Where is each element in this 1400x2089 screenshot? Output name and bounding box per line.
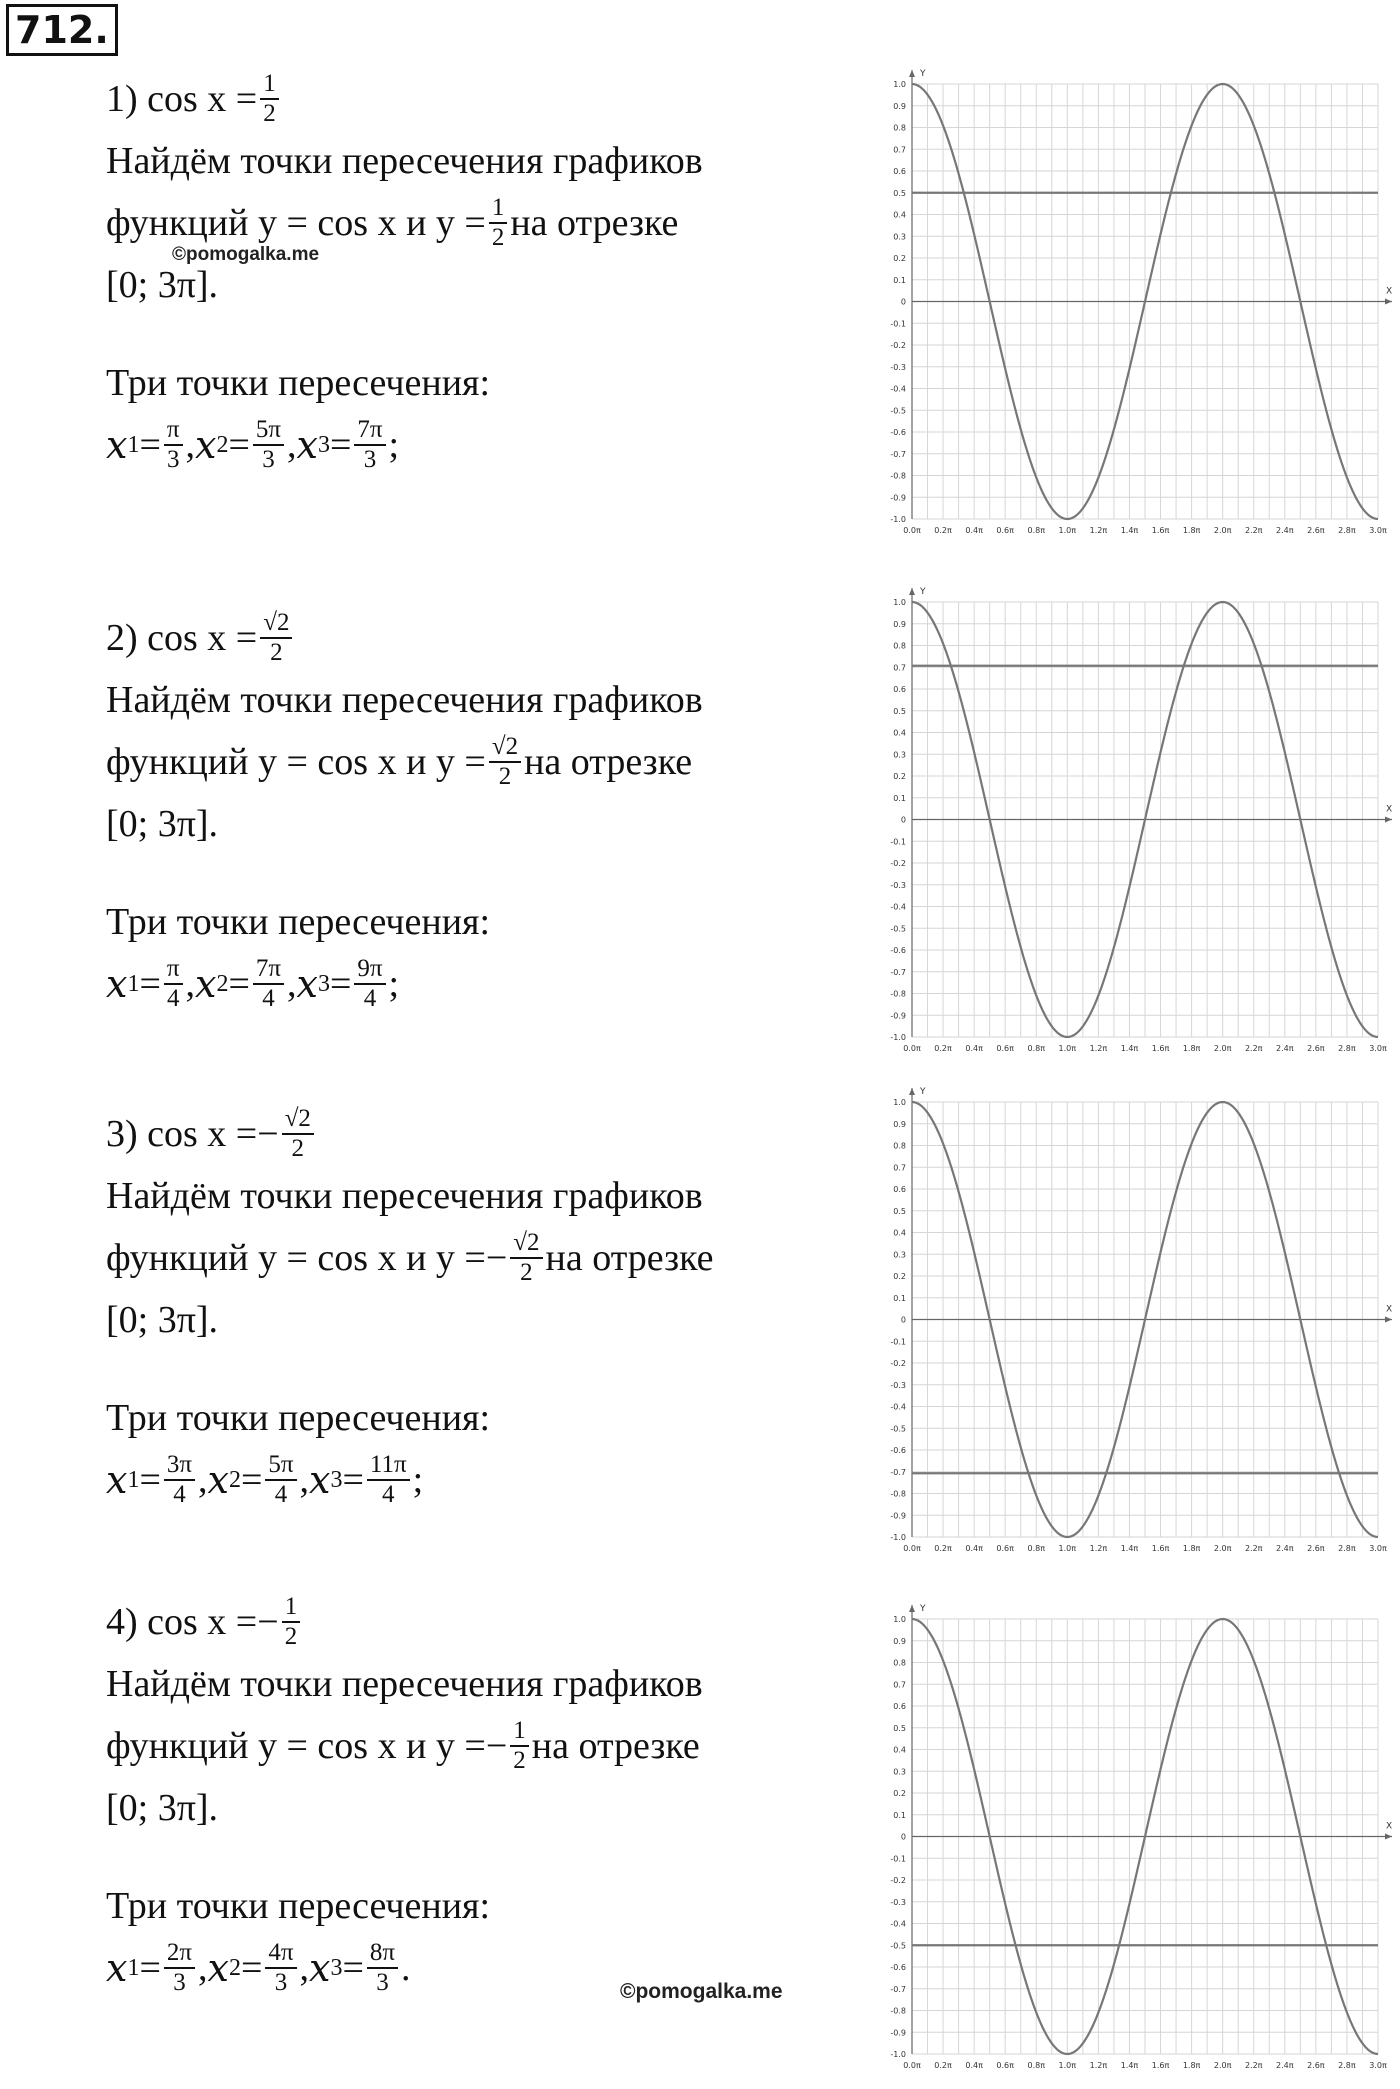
fraction: $\frac{5\pi}{3}$: [253, 416, 284, 474]
fraction: $\frac{7\pi}{4}$: [253, 955, 284, 1013]
y-tick-label: -0.4: [890, 1402, 906, 1412]
x-tick-label: 1.0π: [1058, 1544, 1077, 1553]
point-separator: ,: [185, 963, 195, 1005]
fraction: $\frac{\pi}{3}$: [164, 416, 183, 474]
fraction: $\frac{\pi}{4}$: [164, 955, 183, 1013]
y-tick-label: -1.0: [890, 2050, 906, 2059]
y-tick-label: 0.4: [893, 1228, 906, 1238]
y-tick-label: -0.2: [890, 859, 906, 868]
y-tick-label: -0.1: [890, 319, 906, 329]
y-tick-label: -0.8: [890, 989, 906, 999]
point-separator: ,: [198, 1947, 208, 1989]
fraction: $\frac{9\pi}{4}$: [354, 955, 385, 1013]
point-index: 1: [127, 432, 140, 458]
x-tick-label: 0.2π: [934, 2061, 952, 2070]
x-tick-label: 2.6π: [1307, 1544, 1325, 1553]
x-tick-label: 0.2π: [934, 1044, 952, 1053]
y-tick-label: 0.8: [893, 641, 906, 651]
x-tick-label: 2.4π: [1276, 1044, 1294, 1053]
x-tick-label: 1.4π: [1120, 2061, 1139, 2070]
y-tick-label: 0: [900, 815, 906, 825]
y-tick-label: -0.9: [890, 1011, 906, 1021]
x-tick-label: 0.0π: [903, 1544, 921, 1553]
x-tick-label: 2.0π: [1213, 526, 1232, 535]
x-tick-label: 2.2π: [1244, 1044, 1263, 1053]
x-tick-label: 1.4π: [1120, 1044, 1139, 1053]
fraction: $\frac{11\pi}{4}$: [367, 1451, 410, 1509]
functions-line: функций y = cos x и y = − $\frac{1}{2}$ на отрезке: [106, 1717, 700, 1774]
y-tick-label: -0.9: [890, 493, 906, 503]
point-var: x: [106, 423, 128, 467]
point-index: 1: [127, 971, 140, 997]
y-axis-label: Y: [920, 1604, 926, 1614]
y-tick-label: -0.2: [890, 341, 906, 350]
problem-number: 712.: [6, 4, 118, 56]
fraction: $\frac{2\pi}{3}$: [164, 1939, 195, 1997]
y-axis-arrow: [909, 1605, 915, 1612]
x-tick-label: 2.0π: [1213, 1544, 1232, 1553]
y-tick-label: -0.4: [890, 902, 906, 912]
y-tick-label: 0.3: [893, 750, 906, 760]
x-tick-label: 0.2π: [934, 526, 952, 535]
point-separator: ,: [185, 424, 195, 466]
x-tick-label: 1.6π: [1151, 2061, 1170, 2070]
point-separator: ;: [388, 424, 400, 466]
x-tick-label: 1.6π: [1151, 526, 1170, 535]
interval-line: [0; 3π].: [106, 1299, 219, 1341]
x-tick-label: 0.4π: [965, 1544, 983, 1553]
x-tick-label: 0.8π: [1027, 1044, 1046, 1053]
description-line: Найдём точки пересечения графиков: [106, 1663, 703, 1705]
y-tick-label: -0.3: [890, 1380, 906, 1390]
point-var: x: [309, 1458, 331, 1502]
x-tick-label: 1.2π: [1089, 2061, 1108, 2070]
x-tick-label: 2.4π: [1276, 2061, 1294, 2070]
x-tick-label: 2.6π: [1307, 526, 1325, 535]
cos-graph-3: [876, 1080, 1400, 1572]
points-line: x 1 = $\frac{3\pi}{4}$ , x 2 = $\frac{5\pi}{4}$ , x 3 = $\frac{11\pi}{4}$ ;: [106, 1451, 424, 1508]
functions-line: функций y = cos x и y = $\frac{1}{2}$ на отрезке: [106, 194, 679, 251]
point-index: 2: [216, 971, 229, 997]
x-axis-arrow: [1385, 299, 1392, 305]
y-tick-label: 1.0: [893, 1098, 906, 1107]
y-tick-label: 0.9: [893, 619, 906, 629]
x-tick-label: 2.0π: [1213, 1044, 1232, 1053]
x-axis-label: X: [1386, 1821, 1393, 1832]
y-tick-label: 0.6: [893, 167, 906, 176]
fraction: $\frac{√2}{2}$: [282, 1105, 314, 1163]
point-var: x: [195, 962, 217, 1006]
x-tick-label: 1.6π: [1151, 1044, 1170, 1053]
fraction: $\frac{3\pi}{4}$: [164, 1451, 195, 1509]
y-tick-label: -0.1: [890, 1854, 906, 1864]
equation-line: 3) cos x = − $\frac{√2}{2}$: [106, 1103, 866, 1165]
x-tick-label: 1.4π: [1120, 526, 1139, 535]
y-tick-label: 0.4: [893, 1745, 906, 1755]
equation-line: 4) cos x = − $\frac{1}{2}$: [106, 1591, 866, 1653]
y-tick-label: 0.5: [893, 706, 906, 716]
fraction: $\frac{1}{2}$: [260, 70, 279, 128]
y-tick-label: -1.0: [890, 515, 906, 524]
points-line: x 1 = $\frac{\pi}{4}$ , x 2 = $\frac{7\pi}{4}$ , x 3 = $\frac{9\pi}{4}$ ;: [106, 955, 400, 1012]
x-axis-label: X: [1386, 804, 1393, 815]
y-tick-label: -0.3: [890, 880, 906, 890]
x-tick-label: 2.6π: [1307, 1044, 1325, 1053]
point-separator: ,: [299, 1947, 309, 1989]
fraction: $\frac{1}{2}$: [510, 1717, 529, 1775]
x-tick-label: 2.8π: [1338, 2061, 1356, 2070]
y-tick-label: 0.6: [893, 1185, 906, 1194]
point-separator: ,: [299, 1459, 309, 1501]
fraction: $\frac{√2}{2}$: [489, 733, 521, 791]
y-tick-label: -0.1: [890, 837, 906, 847]
solution-part-1: [106, 68, 866, 476]
x-tick-label: 2.2π: [1244, 1544, 1263, 1553]
y-tick-label: -0.7: [890, 967, 906, 977]
y-tick-label: 1.0: [893, 598, 906, 607]
y-tick-label: -0.7: [890, 449, 906, 459]
x-tick-label: 1.8π: [1182, 526, 1201, 535]
point-var: x: [309, 1946, 331, 1990]
x-axis-arrow: [1385, 817, 1392, 823]
point-var: x: [195, 423, 217, 467]
y-tick-label: 0.7: [893, 1163, 906, 1173]
y-axis-label: Y: [920, 587, 926, 597]
y-tick-label: 0.6: [893, 1702, 906, 1711]
y-tick-label: 0.9: [893, 1636, 906, 1646]
x-tick-label: 2.6π: [1307, 2061, 1325, 2070]
point-index: 2: [228, 1955, 241, 1981]
y-tick-label: 0.2: [893, 254, 906, 263]
y-tick-label: -0.5: [890, 406, 906, 416]
x-axis-label: X: [1386, 286, 1393, 297]
point-var: x: [296, 423, 318, 467]
equation-line: 1) cos x = $\frac{1}{2}$: [106, 68, 866, 130]
point-var: x: [106, 1946, 128, 1990]
point-separator: .: [401, 1947, 411, 1989]
point-index: 3: [317, 432, 330, 458]
point-var: x: [106, 962, 128, 1006]
point-index: 1: [127, 1955, 140, 1981]
x-tick-label: 3.0π: [1369, 2061, 1387, 2070]
count-line: Три точки пересечения:: [106, 362, 491, 404]
x-tick-label: 0.0π: [903, 526, 921, 535]
interval-line: [0; 3π].: [106, 264, 219, 306]
y-tick-label: 0.7: [893, 1680, 906, 1690]
x-tick-label: 1.0π: [1058, 2061, 1077, 2070]
x-tick-label: 2.2π: [1244, 2061, 1263, 2070]
y-tick-label: -0.6: [890, 946, 906, 955]
functions-line: функций y = cos x и y = − $\frac{√2}{2}$ на отрезке: [106, 1229, 714, 1286]
functions-line: функций y = cos x и y = $\frac{√2}{2}$ на отрезке: [106, 733, 693, 790]
y-tick-label: -0.4: [890, 384, 906, 394]
fraction: $\frac{7\pi}{3}$: [354, 416, 385, 474]
points-line: x 1 = $\frac{\pi}{3}$ , x 2 = $\frac{5\pi}{3}$ , x 3 = $\frac{7\pi}{3}$ ;: [106, 416, 400, 473]
y-tick-label: 1.0: [893, 1615, 906, 1624]
point-index: 3: [330, 1955, 343, 1981]
x-tick-label: 3.0π: [1369, 1544, 1387, 1553]
x-tick-label: 3.0π: [1369, 526, 1387, 535]
x-tick-label: 0.0π: [903, 1044, 921, 1053]
y-tick-label: -0.9: [890, 2028, 906, 2038]
fraction: $\frac{√2}{2}$: [510, 1229, 542, 1287]
x-tick-label: 0.6π: [996, 1544, 1014, 1553]
y-tick-label: 0.1: [893, 793, 906, 803]
solution-part-2: [106, 607, 866, 1015]
y-tick-label: -0.4: [890, 1919, 906, 1929]
y-tick-label: 0.6: [893, 685, 906, 694]
x-tick-label: 1.8π: [1182, 1544, 1201, 1553]
x-tick-label: 2.8π: [1338, 1044, 1356, 1053]
x-tick-label: 0.4π: [965, 1044, 983, 1053]
fraction: $\frac{5\pi}{4}$: [265, 1451, 296, 1509]
x-axis-label: X: [1386, 1304, 1393, 1315]
y-tick-label: 0: [900, 1315, 906, 1325]
point-index: 2: [228, 1467, 241, 1493]
count-line: Три точки пересечения:: [106, 1397, 491, 1439]
y-tick-label: 1.0: [893, 80, 906, 89]
description-line: Найдём точки пересечения графиков: [106, 1175, 703, 1217]
y-axis-label: Y: [920, 69, 926, 79]
point-separator: ,: [287, 963, 297, 1005]
count-line: Три точки пересечения:: [106, 1885, 491, 1927]
y-axis-label: Y: [920, 1087, 926, 1097]
y-tick-label: 0: [900, 297, 906, 307]
point-var: x: [296, 962, 318, 1006]
y-tick-label: 0.3: [893, 1250, 906, 1260]
point-var: x: [106, 1458, 128, 1502]
point-separator: ;: [412, 1459, 424, 1501]
x-tick-label: 1.2π: [1089, 526, 1108, 535]
y-tick-label: -0.5: [890, 1941, 906, 1951]
fraction: $\frac{1}{2}$: [282, 1593, 301, 1651]
y-tick-label: -0.2: [890, 1876, 906, 1885]
x-tick-label: 2.8π: [1338, 1544, 1356, 1553]
equation-line: 2) cos x = $\frac{√2}{2}$: [106, 607, 866, 669]
x-tick-label: 2.4π: [1276, 1544, 1294, 1553]
y-tick-label: -0.2: [890, 1359, 906, 1368]
y-tick-label: 0.4: [893, 728, 906, 738]
y-tick-label: 0.8: [893, 1658, 906, 1668]
x-axis-arrow: [1385, 1834, 1392, 1840]
interval-line: [0; 3π].: [106, 1787, 219, 1829]
point-index: 2: [216, 432, 229, 458]
cos-graph-4: [876, 1597, 1400, 2089]
description-line: Найдём точки пересечения графиков: [106, 679, 703, 721]
y-tick-label: -0.3: [890, 362, 906, 372]
x-tick-label: 0.4π: [965, 2061, 983, 2070]
y-axis-arrow: [909, 70, 915, 77]
solution-part-3: [106, 1103, 866, 1511]
y-tick-label: -0.5: [890, 924, 906, 934]
y-tick-label: 0.3: [893, 232, 906, 242]
y-tick-label: -0.6: [890, 1446, 906, 1455]
y-tick-label: 0.1: [893, 1810, 906, 1820]
y-tick-label: 0.3: [893, 1767, 906, 1777]
point-index: 1: [127, 1467, 140, 1493]
y-tick-label: 0.5: [893, 1723, 906, 1733]
y-tick-label: 0.7: [893, 145, 906, 155]
y-tick-label: -0.5: [890, 1424, 906, 1434]
y-tick-label: -0.7: [890, 1467, 906, 1477]
y-tick-label: -1.0: [890, 1533, 906, 1542]
y-tick-label: 0.2: [893, 1789, 906, 1798]
y-tick-label: 0.1: [893, 1293, 906, 1303]
x-tick-label: 0.2π: [934, 1544, 952, 1553]
x-tick-label: 0.6π: [996, 1044, 1014, 1053]
y-tick-label: 0.1: [893, 275, 906, 285]
y-tick-label: 0.5: [893, 188, 906, 198]
x-tick-label: 1.2π: [1089, 1544, 1108, 1553]
y-tick-label: -0.6: [890, 428, 906, 437]
y-tick-label: -0.7: [890, 1984, 906, 1994]
x-tick-label: 1.8π: [1182, 2061, 1201, 2070]
y-tick-label: 0.2: [893, 1272, 906, 1281]
cos-graph-2: [876, 580, 1400, 1072]
x-tick-label: 2.2π: [1244, 526, 1263, 535]
point-var: x: [207, 1458, 229, 1502]
point-index: 3: [330, 1467, 343, 1493]
fraction: $\frac{8\pi}{3}$: [367, 1939, 398, 1997]
y-tick-label: -0.6: [890, 1963, 906, 1972]
points-line: x 1 = $\frac{2\pi}{3}$ , x 2 = $\frac{4\pi}{3}$ , x 3 = $\frac{8\pi}{3}$ .: [106, 1939, 411, 1996]
point-var: x: [207, 1946, 229, 1990]
y-tick-label: -1.0: [890, 1033, 906, 1042]
x-tick-label: 2.8π: [1338, 526, 1356, 535]
solution-part-4: [106, 1591, 866, 1999]
y-tick-label: -0.8: [890, 1489, 906, 1499]
x-tick-label: 0.6π: [996, 526, 1014, 535]
x-tick-label: 1.8π: [1182, 1044, 1201, 1053]
y-tick-label: 0.5: [893, 1206, 906, 1216]
y-axis-arrow: [909, 1088, 915, 1095]
point-separator: ,: [198, 1459, 208, 1501]
x-tick-label: 2.0π: [1213, 2061, 1232, 2070]
x-axis-arrow: [1385, 1317, 1392, 1323]
x-tick-label: 1.4π: [1120, 1544, 1139, 1553]
y-tick-label: 0.4: [893, 210, 906, 220]
x-tick-label: 1.0π: [1058, 1044, 1077, 1053]
y-tick-label: 0.2: [893, 772, 906, 781]
watermark-top: ©pomogalka.me: [172, 244, 320, 265]
y-tick-label: 0.7: [893, 663, 906, 673]
y-tick-label: 0.9: [893, 1119, 906, 1129]
interval-line: [0; 3π].: [106, 803, 219, 845]
x-tick-label: 0.8π: [1027, 1544, 1046, 1553]
y-tick-label: 0.8: [893, 1141, 906, 1151]
x-tick-label: 1.2π: [1089, 1044, 1108, 1053]
y-tick-label: 0.8: [893, 123, 906, 133]
y-tick-label: -0.9: [890, 1511, 906, 1521]
y-tick-label: 0.9: [893, 101, 906, 111]
y-tick-label: -0.3: [890, 1897, 906, 1907]
count-line: Три точки пересечения:: [106, 901, 491, 943]
x-tick-label: 1.0π: [1058, 526, 1077, 535]
x-tick-label: 0.8π: [1027, 2061, 1046, 2070]
y-tick-label: -0.1: [890, 1337, 906, 1347]
x-tick-label: 2.4π: [1276, 526, 1294, 535]
x-tick-label: 0.8π: [1027, 526, 1046, 535]
y-axis-arrow: [909, 588, 915, 595]
point-index: 3: [317, 971, 330, 997]
y-tick-label: 0: [900, 1832, 906, 1842]
x-tick-label: 0.0π: [903, 2061, 921, 2070]
point-separator: ,: [287, 424, 297, 466]
y-tick-label: -0.8: [890, 2006, 906, 2016]
fraction: $\frac{√2}{2}$: [260, 609, 292, 667]
watermark-bottom: ©pomogalka.me: [620, 1980, 783, 2003]
fraction: $\frac{4\pi}{3}$: [265, 1939, 296, 1997]
y-tick-label: -0.8: [890, 471, 906, 481]
x-tick-label: 1.6π: [1151, 1544, 1170, 1553]
point-separator: ;: [388, 963, 400, 1005]
cos-graph-1: [876, 62, 1400, 554]
x-tick-label: 3.0π: [1369, 1044, 1387, 1053]
x-tick-label: 0.4π: [965, 526, 983, 535]
description-line: Найдём точки пересечения графиков: [106, 140, 703, 182]
fraction: $\frac{1}{2}$: [489, 194, 508, 252]
x-tick-label: 0.6π: [996, 2061, 1014, 2070]
